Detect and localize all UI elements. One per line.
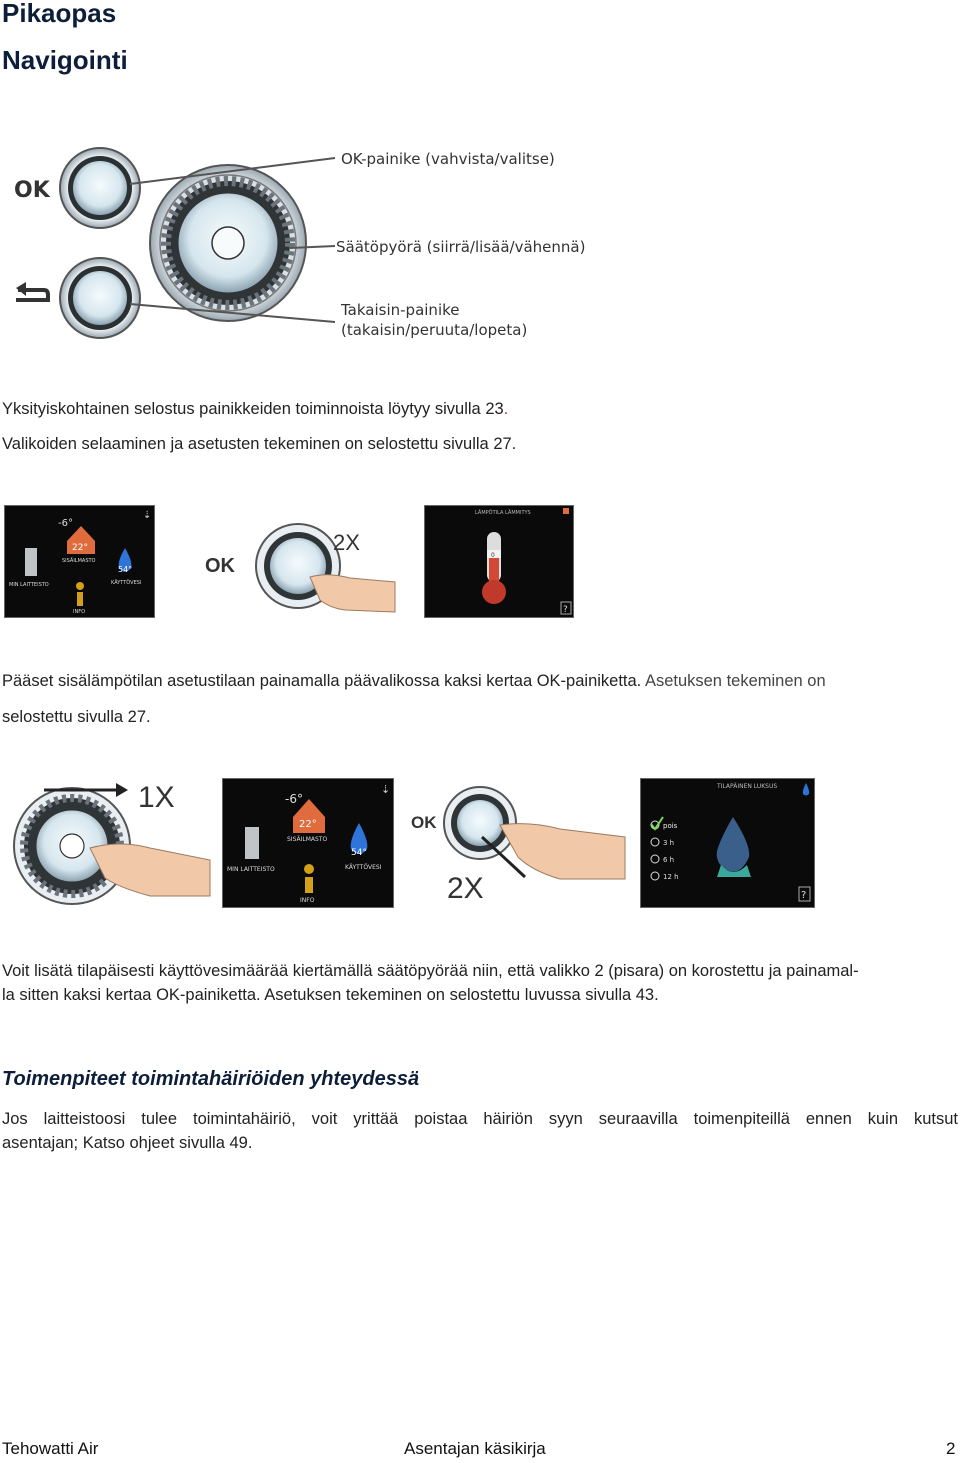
ok-button-callout: OK-painike (vahvista/valitse) bbox=[341, 150, 555, 168]
footer-product: Tehowatti Air bbox=[2, 1439, 99, 1458]
info-label-2: INFO bbox=[300, 897, 315, 904]
my-system-icon-2 bbox=[245, 827, 259, 859]
hot-water-label-2: KÄYTTÖVESI bbox=[345, 864, 382, 871]
indoor-temp: 22° bbox=[72, 543, 88, 553]
indoor-label-2: SISÄILMASTO bbox=[287, 836, 328, 843]
intro-line-2: Valikoiden selaaminen ja asetusten tekeminen on selostettu sivulla 27. bbox=[2, 435, 517, 453]
control-dial-graphic bbox=[150, 165, 306, 321]
press-count-2: 2X bbox=[447, 872, 484, 905]
room-temp-paragraph-line1 bbox=[2, 669, 826, 693]
hot-water-temp: 54° bbox=[118, 565, 133, 574]
thermometer-value: 0 bbox=[491, 552, 495, 559]
room-temp-text-2: Asetuksen tekeminen on bbox=[641, 672, 826, 690]
option-2[interactable]: 6 h bbox=[663, 856, 675, 864]
intro-line-1-dot: . bbox=[503, 400, 509, 418]
turn-count: 1X bbox=[138, 781, 175, 814]
room-temp-text: Pääset sisälämpötilan asetustilaan painamalla päävalikossa kaksi kertaa OK-painiketta. bbox=[2, 672, 642, 690]
back-button-callout-line2: (takaisin/peruuta/lopeta) bbox=[341, 321, 528, 339]
help-icon: ? bbox=[563, 605, 568, 615]
info-icon-2 bbox=[304, 864, 314, 874]
main-menu-screen-2 bbox=[222, 778, 394, 908]
troubleshooting-line1: Jos laitteistoosi tulee toimintahäiriö, voit yrittää poistaa häiriön syyn seuraavilla toimenpiteillä ennen kuin kutsut bbox=[2, 1110, 958, 1128]
usb-icon-2: ⇣ bbox=[381, 783, 391, 796]
large-drop-icon bbox=[717, 817, 749, 872]
troubleshooting-line2: asentajan; Katso ohjeet sivulla 49. bbox=[2, 1134, 253, 1152]
ok-symbol: OK bbox=[14, 178, 50, 203]
outdoor-temp: -6° bbox=[58, 518, 73, 529]
ok-symbol-3: OK bbox=[411, 813, 437, 832]
option-0[interactable]: pois bbox=[663, 822, 678, 830]
page-title: Pikaopas bbox=[2, 0, 117, 28]
hot-water-paragraph-line1: Voit lisätä tilapäisesti käyttövesimäärää kiertämällä säätöpyörää niin, että valikko 2 (pisara) on korostettu ja painamal- bbox=[2, 962, 859, 980]
press-ok-twice-graphic bbox=[250, 522, 400, 617]
my-system-icon bbox=[25, 548, 37, 576]
hot-water-label: KÄYTTÖVESI bbox=[111, 580, 142, 586]
temporary-lux-screen bbox=[640, 778, 815, 908]
ok-symbol-2: OK bbox=[205, 555, 235, 577]
intro-line-1 bbox=[2, 397, 508, 421]
section-title-navigation: Navigointi bbox=[2, 45, 128, 75]
option-list bbox=[651, 817, 679, 881]
option-1[interactable]: 3 h bbox=[663, 839, 675, 847]
selected-check-icon bbox=[651, 817, 663, 829]
page-number: 2 bbox=[946, 1439, 956, 1458]
footer-manual: Asentajan käsikirja bbox=[404, 1439, 546, 1458]
indoor-temp-2: 22° bbox=[299, 819, 317, 830]
help-icon-2: ? bbox=[801, 890, 807, 901]
my-system-label-2: MIN LAITTEISTO bbox=[227, 866, 275, 873]
hand-icon bbox=[310, 575, 395, 612]
indoor-label: SISÄILMASTO bbox=[62, 558, 96, 564]
main-menu-screen bbox=[4, 505, 155, 618]
back-button-graphic bbox=[60, 258, 140, 338]
drop-mini-icon bbox=[803, 783, 809, 796]
back-button-callout-line1: Takaisin-painike bbox=[341, 301, 460, 319]
info-icon bbox=[76, 582, 84, 590]
screen-title-2: TILAPÄINEN LUKSUS bbox=[717, 783, 778, 790]
ok-button-graphic bbox=[60, 148, 140, 228]
hot-water-temp-2: 54° bbox=[351, 848, 367, 858]
info-label: INFO bbox=[73, 609, 86, 615]
room-temp-screen bbox=[424, 505, 574, 618]
back-arrow-icon bbox=[16, 282, 48, 300]
hot-water-paragraph-line2: la sitten kaksi kertaa OK-painiketta. Asetuksen tekeminen on selostettu luvussa sivulla 43. bbox=[2, 986, 659, 1004]
my-system-label: MIN LAITTEISTO bbox=[9, 582, 49, 588]
room-temp-paragraph-line2: selostettu sivulla 27. bbox=[2, 708, 151, 726]
usb-icon: ⇣ bbox=[143, 510, 152, 521]
turn-dial-graphic bbox=[10, 778, 215, 908]
outdoor-temp-2: -6° bbox=[285, 792, 303, 806]
troubleshooting-heading: Toimenpiteet toimintahäiriöiden yhteydessä bbox=[2, 1068, 420, 1090]
press-count: 2X bbox=[333, 530, 360, 555]
screen-title: LÄMPÖTILA LÄMMITYS bbox=[475, 510, 531, 516]
option-3[interactable]: 12 h bbox=[663, 873, 679, 881]
intro-line-1-text: Yksityiskohtainen selostus painikkeiden toiminnoista löytyy sivulla 23 bbox=[2, 400, 504, 418]
dial-callout: Säätöpyörä (siirrä/lisää/vähennä) bbox=[336, 238, 586, 256]
house-mini-icon bbox=[563, 508, 569, 514]
